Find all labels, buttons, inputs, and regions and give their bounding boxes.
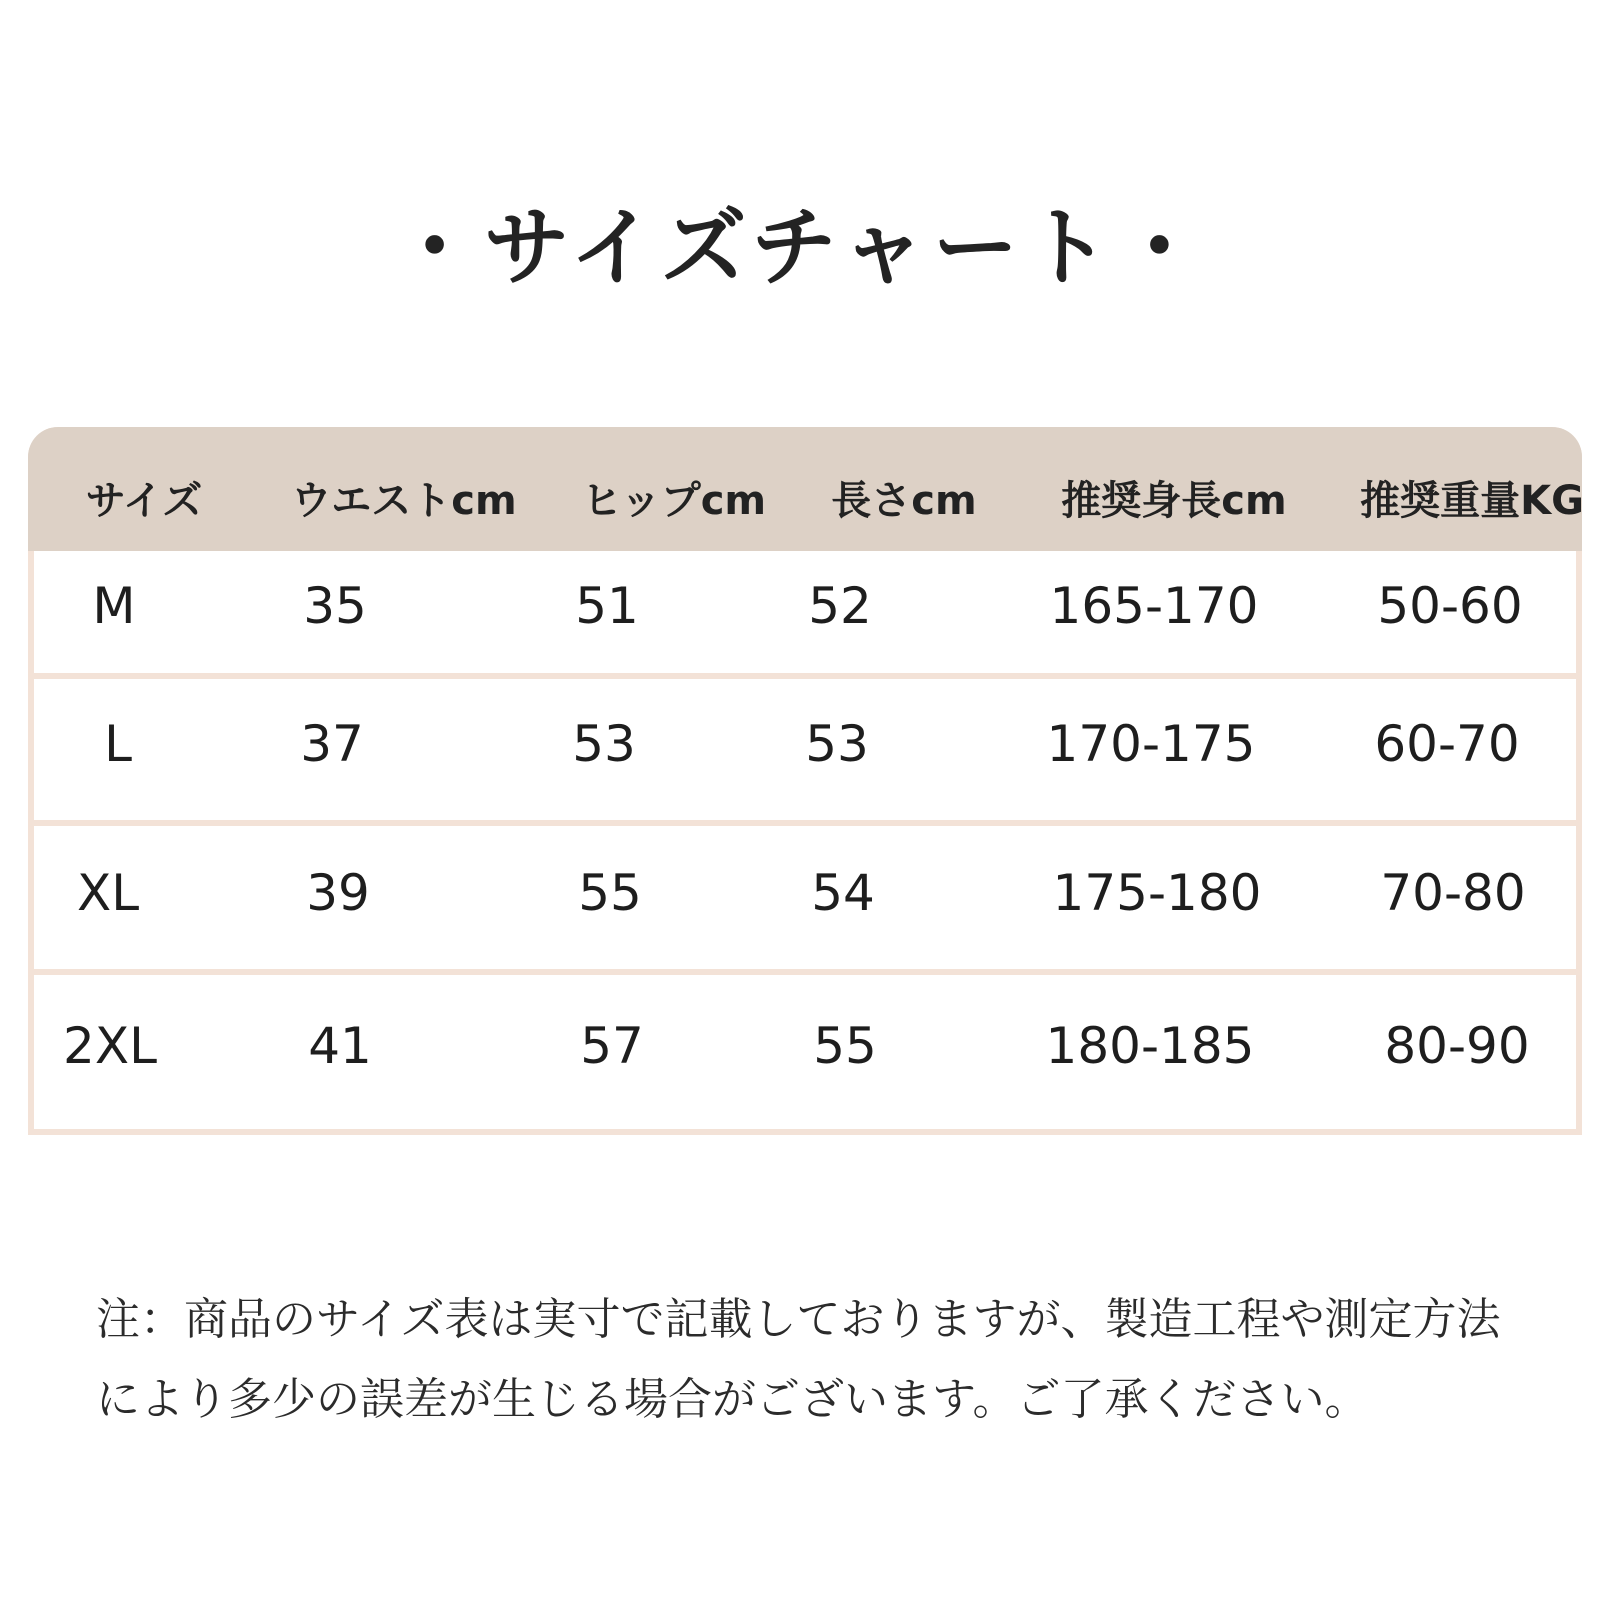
disclaimer-note: 注：商品のサイズ表は実寸で記載しておりますが、製造工程や測定方法により多少の誤差が生じる場合がございます。ご了承ください。 — [96, 1294, 1501, 1425]
cell-weight: 70-80 — [1380, 864, 1526, 922]
cell-length: 54 — [811, 864, 875, 922]
cell-hip: 55 — [578, 864, 642, 922]
cell-weight: 80-90 — [1384, 1017, 1530, 1075]
header-length: 長さcm — [831, 478, 977, 524]
cell-height: 180-185 — [1045, 1017, 1255, 1075]
cell-height: 170-175 — [1046, 715, 1256, 773]
cell-length: 55 — [813, 1017, 877, 1075]
cell-hip: 57 — [580, 1017, 644, 1075]
header-height: 推奨身長cm — [1061, 478, 1287, 524]
cell-waist: 35 — [303, 577, 367, 635]
cell-height: 175-180 — [1052, 864, 1262, 922]
row-divider — [34, 673, 1576, 679]
cell-weight: 60-70 — [1374, 715, 1520, 773]
cell-hip: 51 — [575, 577, 639, 635]
header-hip: ヒップcm — [581, 478, 767, 524]
cell-size: XL — [76, 864, 140, 922]
cell-length: 53 — [805, 715, 869, 773]
page-title: ・サイズチャート・ — [391, 197, 1209, 298]
cell-waist: 39 — [306, 864, 370, 922]
header-waist: ウエストcm — [291, 478, 517, 524]
header-size: サイズ — [85, 478, 203, 524]
cell-size: 2XL — [63, 1017, 157, 1075]
cell-weight: 50-60 — [1377, 577, 1523, 635]
size-chart-table — [28, 427, 1582, 1135]
cell-waist: 37 — [300, 715, 364, 773]
cell-waist: 41 — [308, 1017, 372, 1075]
row-divider — [34, 820, 1576, 826]
table-header — [28, 427, 1582, 551]
header-weight: 推奨重量KG — [1360, 478, 1584, 524]
cell-size: M — [92, 577, 136, 635]
cell-size: L — [104, 715, 132, 773]
cell-hip: 53 — [572, 715, 636, 773]
cell-length: 52 — [808, 577, 872, 635]
row-divider — [34, 969, 1576, 975]
cell-height: 165-170 — [1049, 577, 1259, 635]
